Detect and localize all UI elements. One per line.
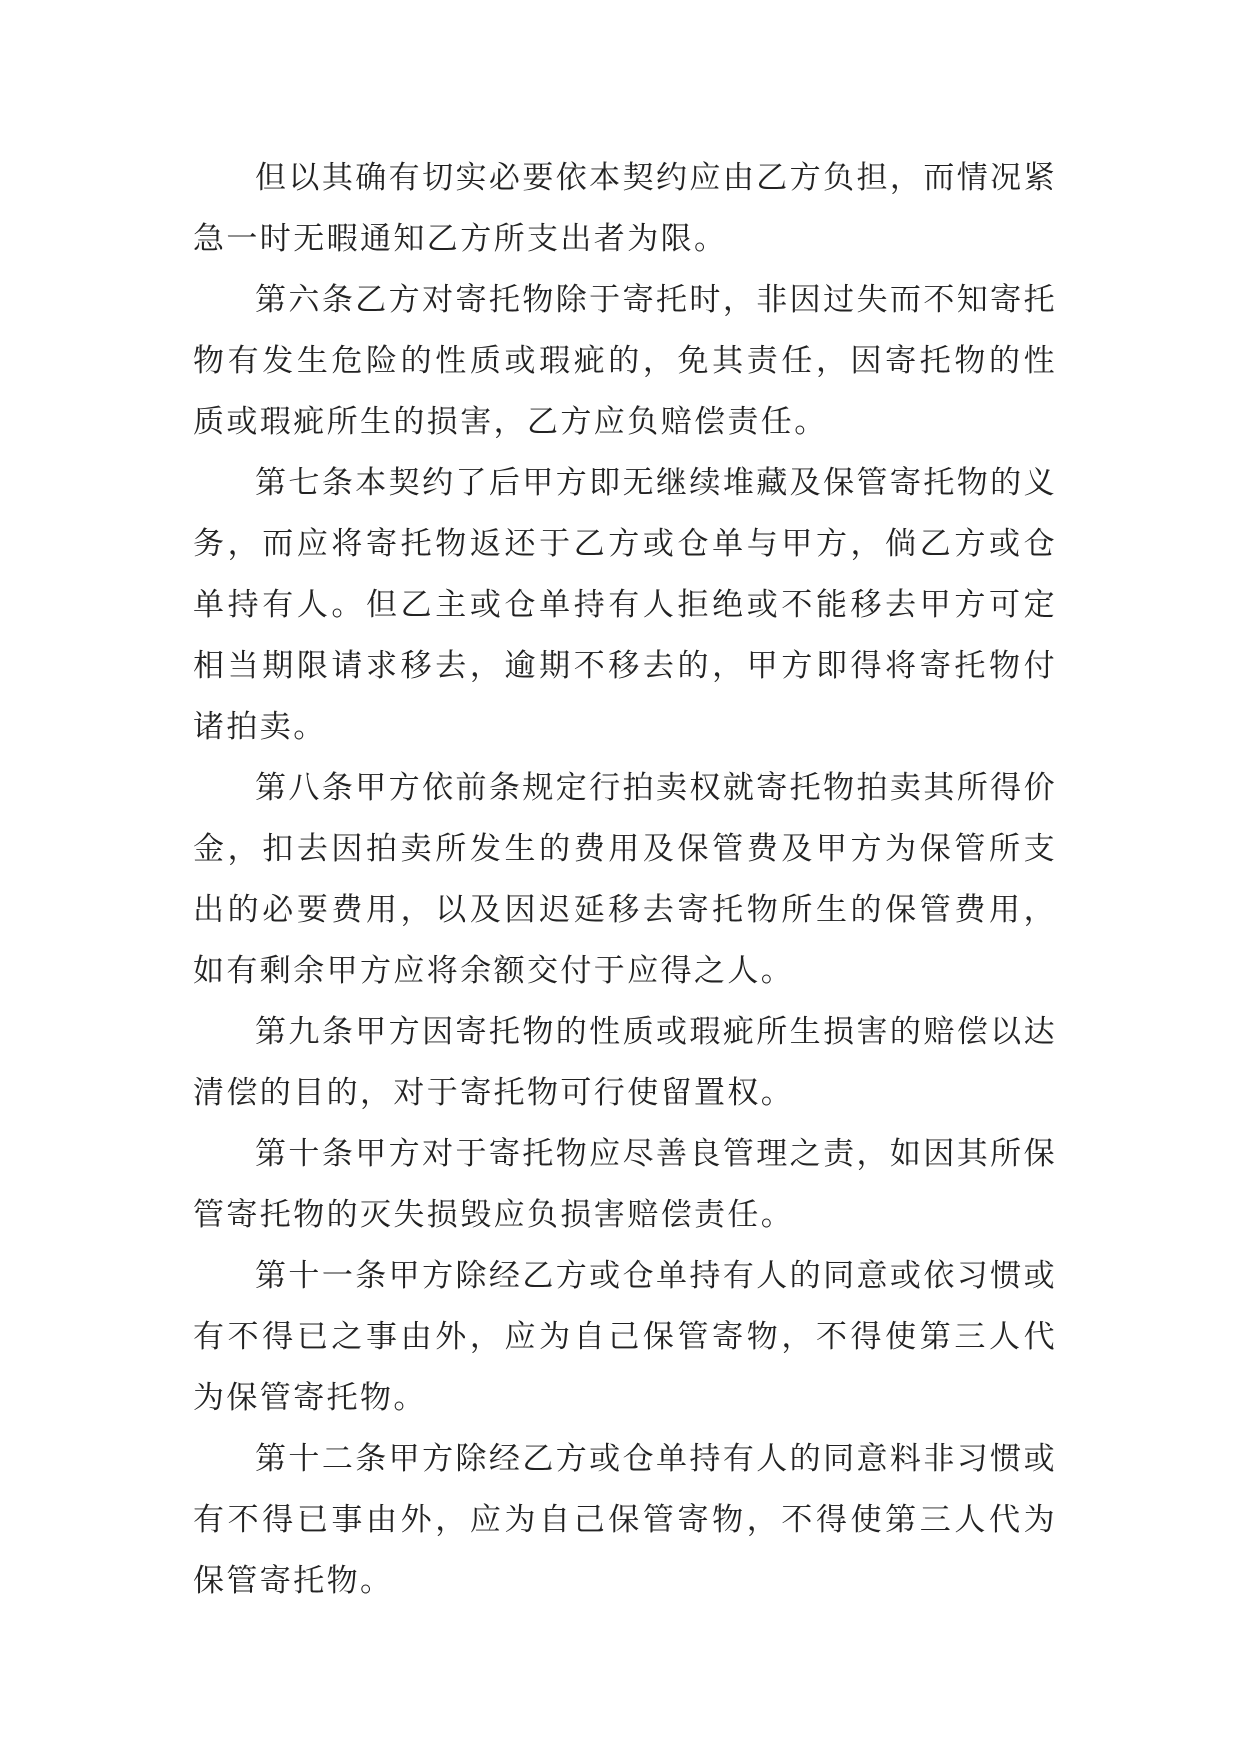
paragraph-article-7: 第七条本契约了后甲方即无继续堆藏及保管寄托物的义务，而应将寄托物返还于乙方或仓单与甲方，倘乙方或仓单持有人。但乙主或仓单持有人拒绝或不能移去甲方可定相当期限请求移去，逾期不移去的，甲方即得将寄托物付诸拍卖。 — [193, 465, 1057, 745]
paragraph-article-12: 第十二条甲方除经乙方或仓单持有人的同意料非习惯或有不得已事由外，应为自己保管寄物，不得使第三人代为保管寄托物。 — [193, 1441, 1057, 1599]
paragraph-article-6: 第六条乙方对寄托物除于寄托时，非因过失而不知寄托物有发生危险的性质或瑕疵的，免其责任，因寄托物的性质或瑕疵所生的损害，乙方应负赔偿责任。 — [193, 282, 1057, 440]
document-body — [193, 148, 1057, 1612]
paragraph-article-8: 第八条甲方依前条规定行拍卖权就寄托物拍卖其所得价金，扣去因拍卖所发生的费用及保管费及甲方为保管所支出的必要费用，以及因迟延移去寄托物所生的保管费用，如有剩余甲方应将余额交付于应得之人。 — [193, 770, 1057, 989]
paragraph-article-10: 第十条甲方对于寄托物应尽善良管理之责，如因其所保管寄托物的灭失损毁应负损害赔偿责任。 — [193, 1136, 1057, 1233]
paragraph-continuation: 但以其确有切实必要依本契约应由乙方负担，而情况紧急一时无暇通知乙方所支出者为限。 — [193, 160, 1057, 257]
paragraph-article-9: 第九条甲方因寄托物的性质或瑕疵所生损害的赔偿以达清偿的目的，对于寄托物可行使留置权。 — [193, 1014, 1057, 1111]
paragraph-article-11: 第十一条甲方除经乙方或仓单持有人的同意或依习惯或有不得已之事由外，应为自己保管寄物，不得使第三人代为保管寄托物。 — [193, 1258, 1057, 1416]
